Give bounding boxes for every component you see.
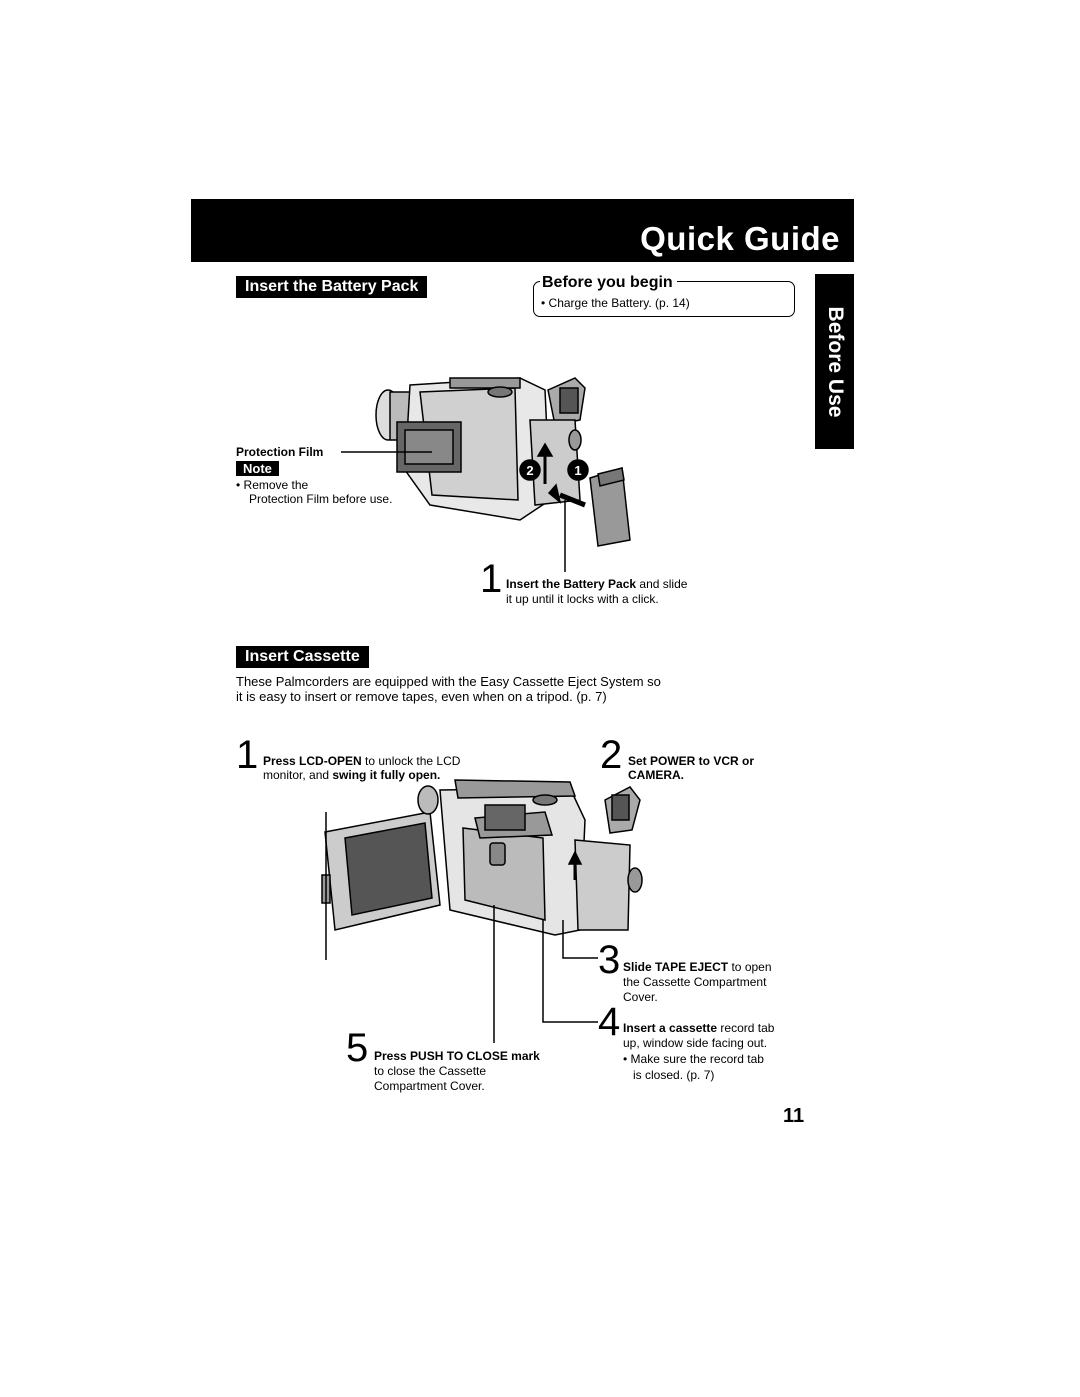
cassette-step3-line2: the Cassette Compartment — [623, 975, 767, 989]
cassette-step1-number: 1 — [236, 733, 259, 777]
cassette-step4-line3: • Make sure the record tab — [623, 1052, 764, 1066]
before-you-begin-item: • Charge the Battery. (p. 14) — [541, 296, 690, 310]
cassette-step4-line4: is closed. (p. 7) — [633, 1068, 715, 1082]
side-tab-label: Before Use — [823, 306, 847, 417]
cassette-step5-line3: Compartment Cover. — [374, 1079, 485, 1093]
before-you-begin-title: Before you begin — [540, 274, 677, 292]
cassette-intro-line2: it is easy to insert or remove tapes, even when on a tripod. (p. 7) — [236, 689, 607, 704]
cassette-step1-line2: monitor, and swing it fully open. — [263, 768, 441, 782]
cassette-step2-number: 2 — [600, 733, 623, 777]
battery-section-heading: Insert the Battery Pack — [236, 276, 427, 298]
cassette-step4-line2: up, window side facing out. — [623, 1036, 768, 1050]
note-line1: • Remove the — [236, 478, 309, 492]
cassette-step3-number: 3 — [598, 938, 621, 982]
cassette-step4-line1: Insert a cassette record tab — [623, 1021, 775, 1035]
battery-step-number: 1 — [480, 557, 503, 601]
cassette-step2-line2: CAMERA. — [628, 768, 684, 782]
cassette-step2-line1: Set POWER to VCR or — [628, 754, 755, 768]
marker-2: 2 — [526, 463, 534, 478]
cassette-step3-line3: Cover. — [623, 990, 658, 1004]
marker-1: 1 — [574, 463, 582, 478]
note-tag: Note — [236, 461, 279, 476]
note-line2: Protection Film before use. — [249, 492, 393, 506]
protection-film-label: Protection Film — [236, 445, 324, 459]
page-number: 11 — [783, 1105, 805, 1127]
cassette-step1-line1: Press LCD-OPEN to unlock the LCD — [263, 754, 461, 768]
page-title: Quick Guide — [640, 220, 840, 257]
cassette-step3-line1: Slide TAPE EJECT to open — [623, 960, 772, 974]
cassette-step5-line2: to close the Cassette — [374, 1064, 487, 1078]
battery-step-line2: it up until it locks with a click. — [506, 592, 659, 606]
battery-step-line1: Insert the Battery Pack and slide — [506, 577, 688, 591]
cassette-step5-line1: Press PUSH TO CLOSE mark — [374, 1049, 540, 1063]
cassette-step4-number: 4 — [598, 1000, 621, 1044]
cassette-section-heading: Insert Cassette — [236, 646, 369, 668]
cassette-intro-line1: These Palmcorders are equipped with the Easy Cassette Eject System so — [236, 674, 661, 689]
cassette-step5-number: 5 — [346, 1026, 369, 1070]
